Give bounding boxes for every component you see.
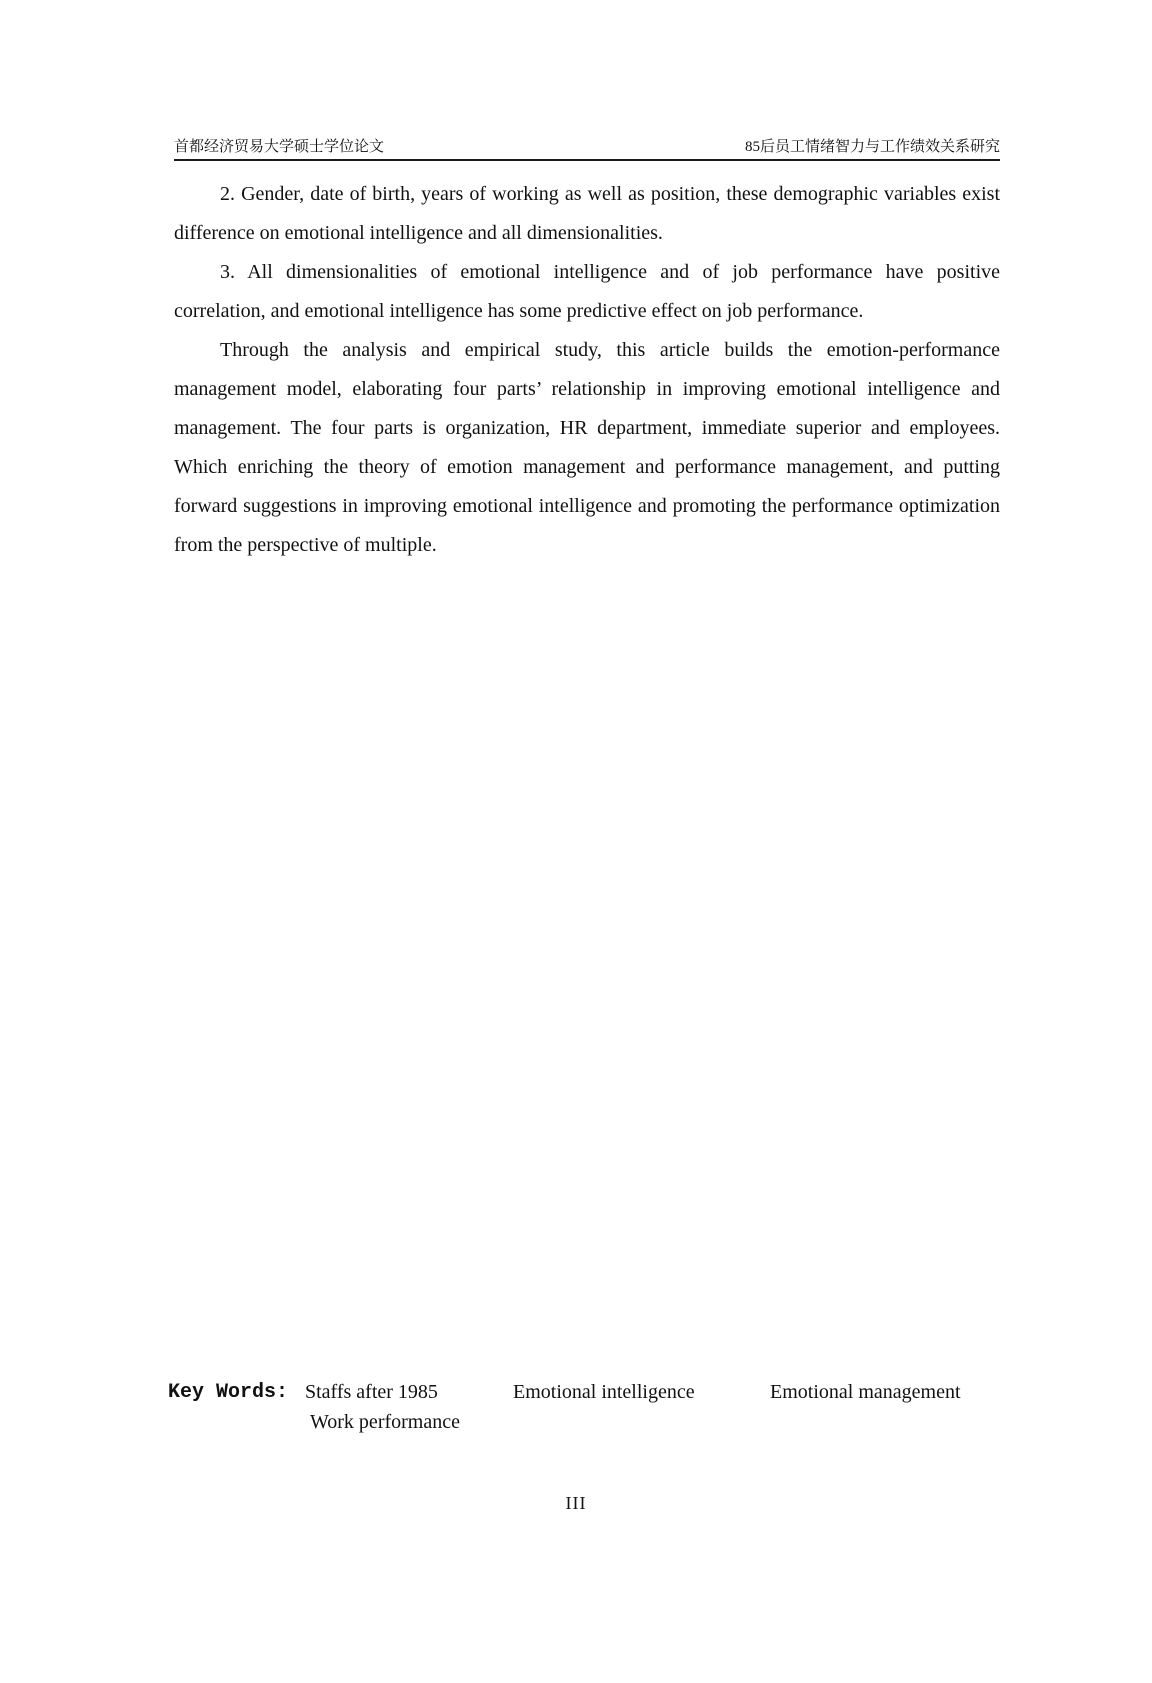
keywords-label: Key Words: bbox=[168, 1381, 289, 1404]
keyword-item: Work performance bbox=[310, 1411, 460, 1433]
header-thesis-title: 85后员工情绪智力与工作绩效关系研究 bbox=[744, 139, 1000, 155]
running-header bbox=[174, 137, 1000, 161]
page-number: III bbox=[565, 1493, 587, 1513]
keyword-item: Staffs after 1985 bbox=[305, 1381, 438, 1403]
abstract-body bbox=[174, 175, 1000, 565]
keywords-section bbox=[168, 1381, 1008, 1451]
abstract-paragraph-conclusion: Through the analysis and empirical study, this article builds the emotion-performance management model, elaborating four parts’ relationship in improving emotional intelligence and management. The four parts is organization, HR department, immediate superior and employees. Which enriching the theory of emotion management and performance management, and putting forward suggestions in improving emotional intelligence and promoting the performance optimization from the perspective of multiple. bbox=[174, 339, 1000, 556]
keyword-item: Emotional management bbox=[770, 1381, 961, 1403]
abstract-paragraph-finding-3: 3. All dimensionalities of emotional intelligence and of job performance have positive correlation, and emotional intelligence has some predictive effect on job performance. bbox=[174, 261, 1000, 322]
header-university-title: 首都经济贸易大学硕士学位论文 bbox=[174, 139, 385, 155]
keyword-item: Emotional intelligence bbox=[513, 1381, 695, 1403]
abstract-paragraph-finding-2: 2. Gender, date of birth, years of working as well as position, these demographic variables exist difference on emotional intelligence and all dimensionalities. bbox=[174, 183, 1000, 244]
